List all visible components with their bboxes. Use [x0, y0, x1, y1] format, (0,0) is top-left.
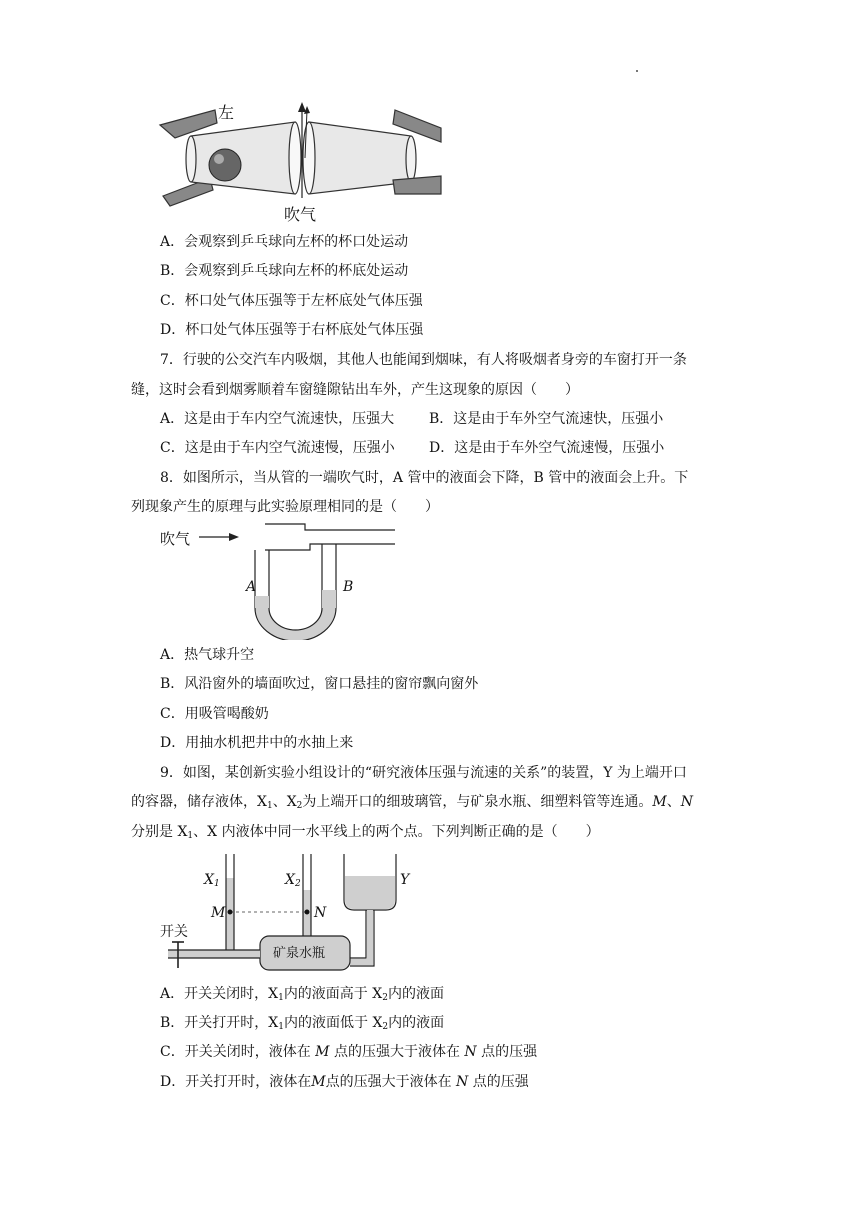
- q6-option-a: A．会观察到乒乓球向左杯的杯口处运动: [160, 234, 409, 250]
- q9-stem-line2: 的容器，储存液体，$X_1$、$X_2$为上端开口的细玻璃管，与矿泉水瓶、细塑料管等连通。M、N: [131, 794, 693, 811]
- tube-x1-label: $X_1$: [204, 872, 220, 889]
- q6-option-c: C．杯口处气体压强等于左杯底处气体压强: [160, 293, 423, 309]
- container-y-liquid: [345, 876, 395, 909]
- q9-stem-line1: 9．如图，某创新实验小组设计的“研究液体压强与流速的关系”的装置，Y 为上端开口: [160, 765, 687, 781]
- q9-option-a: A．开关关闭时，$X_1$内的液面高于 $X_2$内的液面: [160, 986, 444, 1003]
- container-y-label: Y: [400, 872, 410, 888]
- q8-stem-line1: 8．如图所示，当从管的一端吹气时，A 管中的液面会下降，B 管中的液面会上升。下: [160, 470, 689, 486]
- switch-label: 开关: [160, 924, 188, 940]
- q7-stem-line2: 缝，这时会看到烟雾顺着车窗缝隙钻出车外，产生这现象的原因（ ）: [131, 382, 579, 398]
- q7-option-b: B．这是由于车外空气流速快，压强小: [429, 411, 664, 427]
- u-tube-liquid: [255, 590, 336, 640]
- q8-option-d: D．用抽水机把井中的水抽上来: [160, 735, 354, 751]
- q8-tube-b-label: B: [343, 579, 354, 595]
- u-tube-figure: [195, 520, 405, 640]
- tube-x2-label: $X_2$: [285, 872, 301, 889]
- q7-option-c: C．这是由于车内空气流速慢，压强小: [160, 440, 395, 456]
- point-m-label: M: [211, 905, 226, 921]
- q9-stem-line3: 分别是 $X_1$、X 内液体中同一水平线上的两个点。下列判断正确的是（ ）: [131, 824, 600, 841]
- q9-option-d: D．开关打开时，液体在M点的压强大于液体在 N 点的压强: [160, 1074, 529, 1090]
- q8-option-b: B．风沿窗外的墙面吹过，窗口悬挂的窗帘飘向窗外: [160, 676, 479, 692]
- point-m: [228, 910, 233, 915]
- q7-option-d: D．这是由于车外空气流速慢，压强小: [429, 440, 665, 456]
- q7-option-a: A．这是由于车内空气流速快，压强大: [160, 411, 395, 427]
- q6-option-b: B．会观察到乒乓球向左杯的杯底处运动: [160, 263, 409, 279]
- point-n-label: N: [314, 905, 327, 921]
- page-dot: [636, 70, 638, 72]
- q7-stem-line1: 7．行驶的公交汽车内吸烟，其他人也能闻到烟味，有人将吸烟者身旁的车窗打开一条: [160, 352, 687, 368]
- ping-pong-ball: [209, 149, 241, 181]
- q9-option-b: B．开关打开时，$X_1$内的液面低于 $X_2$内的液面: [160, 1015, 445, 1032]
- figure-left-label: 左: [218, 103, 235, 122]
- q8-tube-a-label: A: [246, 579, 257, 595]
- point-n: [305, 910, 310, 915]
- left-cup: [191, 122, 295, 194]
- q8-blow-label: 吹气: [160, 530, 191, 548]
- q8-option-c: C．用吸管喝酸奶: [160, 706, 269, 722]
- q8-stem-line2: 列现象产生的原理与此实验原理相同的是（ ）: [131, 499, 439, 515]
- figure-blow-label: 吹气: [284, 205, 317, 224]
- bottle-label: 矿泉水瓶: [273, 946, 326, 961]
- q8-option-a: A．热气球升空: [160, 647, 255, 663]
- q9-option-c: C．开关关闭时，液体在 M 点的压强大于液体在 N 点的压强: [160, 1044, 538, 1060]
- q6-option-d: D．杯口处气体压强等于右杯底处气体压强: [160, 322, 424, 338]
